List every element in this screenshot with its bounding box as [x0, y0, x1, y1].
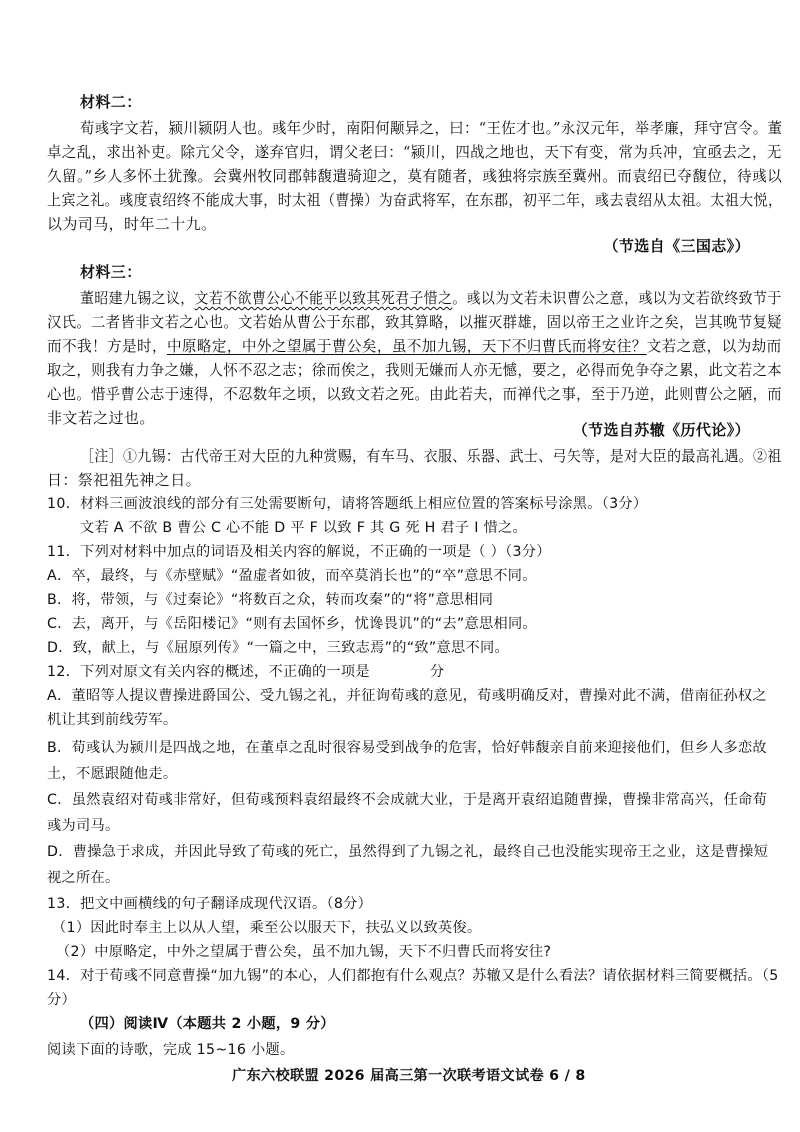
note-line: ［注］①九锡：古代帝王对大臣的九种赏赐，有车马、衣服、乐器、武士、弓矢等，是对大臣的最高礼遇。②祖: [80, 447, 782, 465]
question-12-option-b-cont: 土，不愿跟随他走。: [47, 766, 178, 782]
material2-line: 荀彧字文若，颍川颍阴人也。彧年少时，南阳何颙异之，曰：“王佐才也。”永汉元年，举孝廉，拜守宫令。董: [80, 119, 783, 137]
question-12-option-a: A．董昭等人提议曹操进爵国公、受九锡之礼，并征询荀彧的意见，荀彧明确反对，曹操对此不满，借南征孙权之: [47, 688, 767, 704]
question-10-stem: 10．材料三画波浪线的部分有三处需要断句，请将答题纸上相应位置的答案标号涂黑。（3分）: [47, 496, 648, 512]
note-line: 日：祭祀祖先神之日。: [47, 471, 202, 489]
material2-source: （节选自《三国志》）: [603, 237, 750, 255]
question-11-stem: 11．下列对材料中加点的词语及相关内容的解说，不正确的一项是（ ）（3分）: [47, 544, 551, 560]
question-14-stem: 14．对于荀彧不同意曹操“加九锡”的本心，人们都抱有什么观点？苏辙又是什么看法？请依据材料三简要概括。（5: [47, 968, 779, 984]
question-12-option-c: C．虽然袁绍对荀彧非常好，但荀彧预料袁绍最终不会成就大业，于是离开袁绍追随曹操，曹操非常高兴，任命荀: [47, 792, 768, 808]
question-13-stem: 13．把文中画横线的句子翻译成现代汉语。（8分）: [47, 896, 373, 912]
material2-line: 上宾之礼。彧度袁绍终不能成大事，时太祖（曹操）为奋武将军，在东郡，初平二年，彧去袁绍从太祖。太祖大悦，: [47, 191, 783, 209]
question-14-stem-cont: 分）: [47, 992, 76, 1008]
question-10-text: 文若 A 不欲 B 曹公 C 心不能 D 平 F 以致 F 其 G 死 H 君子 I 惜之。: [80, 520, 527, 536]
question-12-option-d: D．曹操急于求成，并因此导致了荀彧的死亡，虽然得到了九锡之礼，最终自己也没能实现帝王之业，这是曹操短: [47, 844, 769, 860]
material2-heading: 材料二：: [80, 93, 142, 111]
question-11-option-c: C．去，离开，与《岳阳楼记》“则有去国怀乡，忧谗畏讥”的“去”意思相同。: [47, 616, 537, 632]
question-11-option-a: A．卒，最终，与《赤壁赋》“盈虚者如彼，而卒莫消长也”的“卒”意思不同。: [47, 568, 537, 584]
underlined-sentence: 中原略定，中外之望属于曹公矣，虽不加九锡，天下不归曹氏而将安往？: [166, 337, 647, 355]
material2-line: 久留。”乡人多怀土犹豫。会冀州牧同郡韩馥遣骑迎之，莫有随者，彧独将宗族至冀州。而袁绍已夺馥位，待彧以: [47, 167, 783, 185]
material3-line: 心也。惜乎曹公志于速得，不忍数年之顷，以致文若之死。由此若夫，而禅代之事，至于乃逆，此则曹公之陋，而: [47, 385, 782, 403]
material3-line: 而不我！方是时，中原略定，中外之望属于曹公矣，虽不加九锡，天下不归曹氏而将安往？文若之意，以为劫而: [47, 337, 782, 355]
question-12-option-c-cont: 彧为司马。: [47, 818, 120, 834]
question-13-sentence-2: （2）中原略定，中外之望属于曹公矣，虽不加九锡，天下不归曹氏而将安往?: [56, 944, 552, 960]
material3-line: 汉氏。二者皆非文若之心也。文若始从曹公于东郡，致其算略，以摧灭群雄，固以帝王之业许之矣，岂其晚节复疑: [47, 313, 782, 331]
material3-line: 取之，则我有力争之嫌，人怀不忍之志；徐而俟之，我则无嫌而人亦无憾，要之，必得而免争夺之累，此文若之本: [47, 361, 782, 379]
material3-line: 非文若之过也。: [47, 409, 155, 427]
question-12-option-a-cont: 机让其到前线劳军。: [47, 712, 178, 728]
material3-line: 董昭建九锡之议，文若不欲曹公心不能平以致其死君子惜之。彧以为文若未识曹公之意，彧以为文若欲终致节于: [80, 289, 782, 307]
wavy-underlined-passage: 文若不欲曹公心不能平以致其死君子惜之: [194, 289, 453, 307]
question-12-option-d-cont: 视之所在。: [47, 870, 120, 886]
question-13-sentence-1: （1）因此时奉主上以从人望，乘至公以服天下，扶弘义以致英俊。: [52, 920, 482, 936]
question-12-stem: 12．下列对原文有关内容的概述，不正确的一项是 分: [47, 664, 445, 680]
material2-line: 以为司马，时年二十九。: [47, 215, 217, 233]
question-12-score: 分: [429, 664, 445, 680]
question-12-option-b: B．荀彧认为颍川是四战之地，在董卓之乱时很容易受到战争的危害，恰好韩馥亲自前来迎接他们，但乡人多恋故: [47, 740, 767, 756]
page-footer: 广东六校联盟 2026 届高三第一次联考语文试卷 6 / 8: [232, 1068, 586, 1084]
material3-source: （节选自苏辙《历代论》）: [572, 421, 750, 439]
section-4-title: （四）阅读Ⅳ（本题共 2 小题，9 分）: [80, 1016, 335, 1032]
question-11-option-b: B．将，带领，与《过秦论》“将数百之众，转而攻秦”的“将”意思相同: [47, 592, 494, 608]
question-11-option-d: D．致，献上，与《屈原列传》“一篇之中，三致志焉”的“致”意思不同。: [47, 640, 509, 656]
material2-line: 卓之乱，求出补吏。除亢父令，遂弃官归，谓父老曰：“颍川，四战之地也，天下有变，常为兵冲，宜亟去之，无: [47, 143, 782, 161]
section-4-intro: 阅读下面的诗歌，完成 15~16 小题。: [47, 1042, 295, 1058]
material3-heading: 材料三：: [80, 263, 142, 281]
